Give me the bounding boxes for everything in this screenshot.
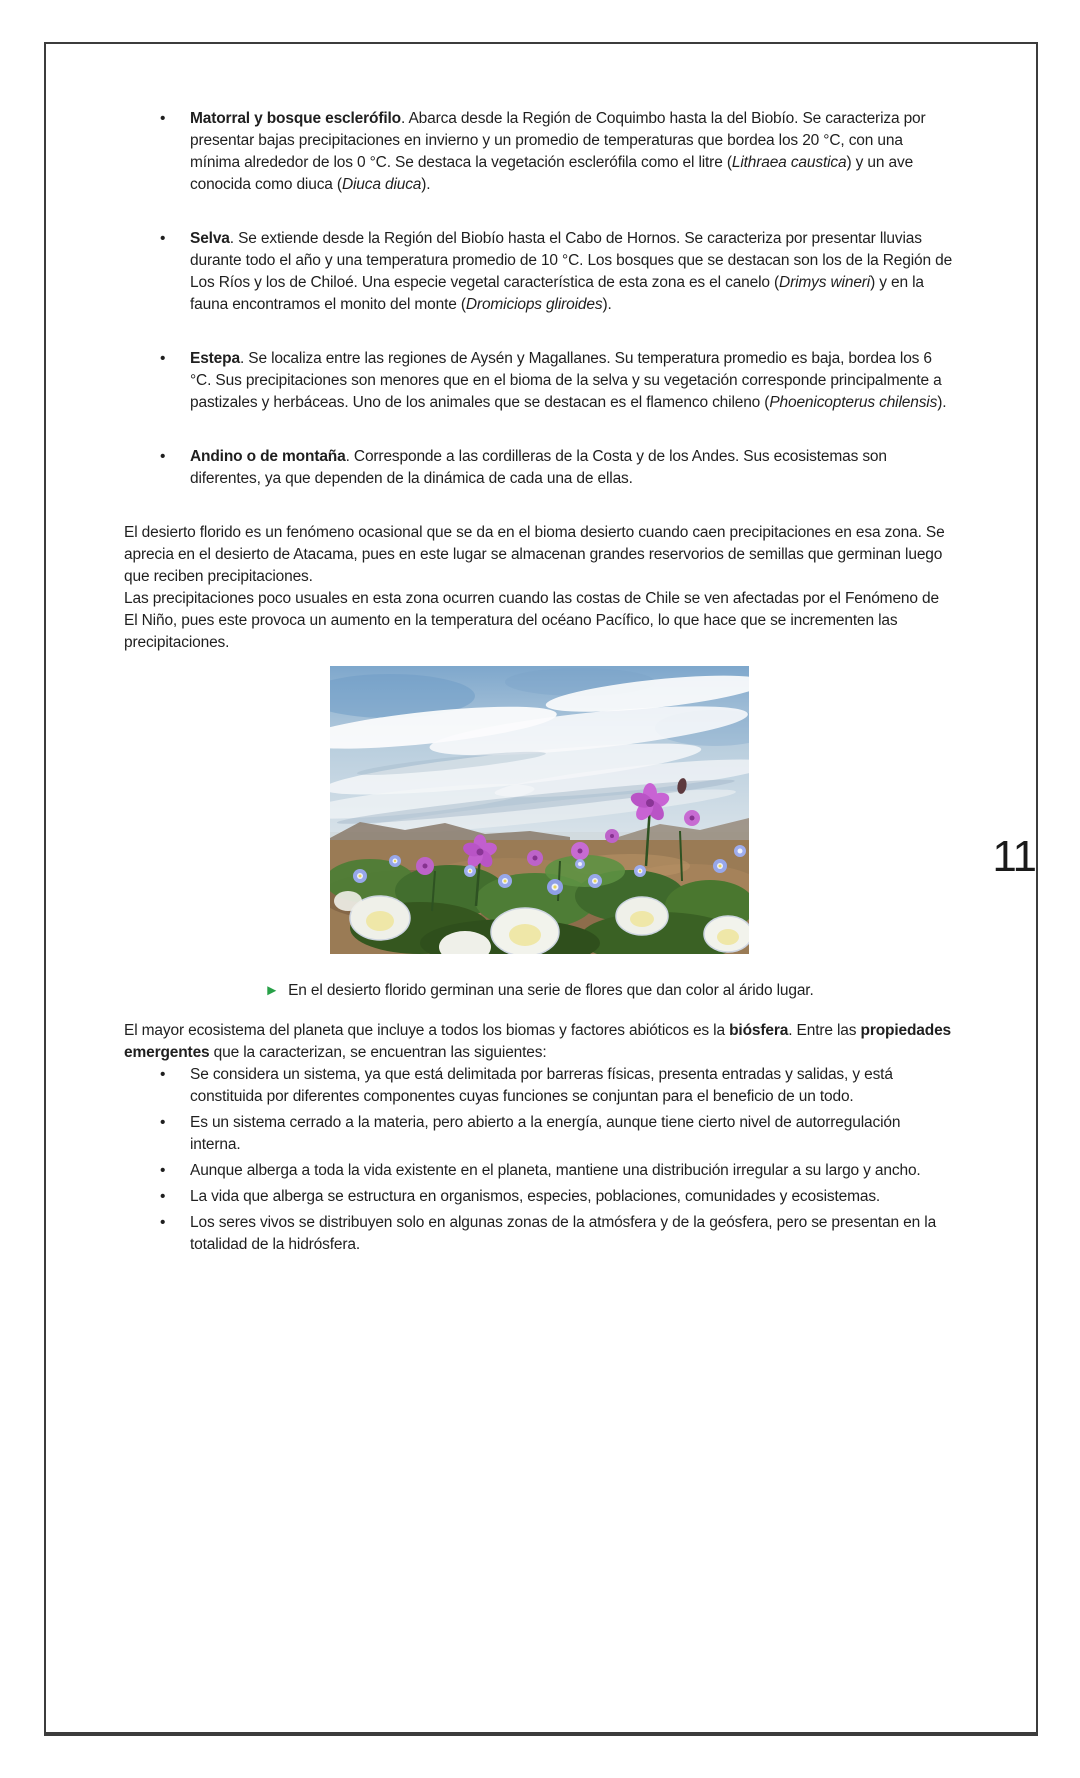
desert-bloom-photo [330, 666, 749, 954]
paragraph-biosfera-intro [124, 1020, 954, 1064]
biosfera-property-text: Es un sistema cerrado a la materia, pero abierto a la energía, aunque tiene cierto nivel de autorregulación interna. [190, 1114, 901, 1153]
intro-text: El mayor ecosistema del planeta que incluye a todos los biomas y factores abióticos es la [124, 1022, 730, 1039]
intro-text: . Entre las [788, 1022, 861, 1039]
biome-title: Matorral y bosque esclerófilo [190, 110, 401, 127]
paragraph-desierto-florido: El desierto florido es un fenómeno ocasional que se da en el bioma desierto cuando caen precipitaciones en esa zona. Se aprecia en el desierto de Atacama, pues en este lugar se almacenan grandes reservorios de semillas que germinan luego que reciben precipitaciones. [124, 524, 945, 585]
bullet-marker: • [160, 110, 166, 127]
biosfera-property-item [124, 1160, 954, 1182]
biosfera-property-item [124, 1212, 954, 1256]
biome-item-andino [124, 446, 954, 490]
bullet-marker: • [160, 1066, 166, 1083]
biosfera-property-text: Los seres vivos se distribuyen solo en algunas zonas de la atmósfera y de la geósfera, pero se presentan en la totalidad de la hidrósfera. [190, 1214, 937, 1253]
bullet-marker: • [160, 230, 166, 247]
desert-bloom-illustration [330, 666, 749, 954]
biosfera-property-text: Se considera un sistema, ya que está delimitada por barreras físicas, presenta entradas y salidas, y está constituida por diferentes componentes cuyas funciones se conjuntan para el beneficio de un todo. [190, 1066, 893, 1105]
biosfera-property-item [124, 1064, 954, 1108]
biome-title: Estepa [190, 350, 240, 367]
intro-text: que la caracterizan, se encuentran las siguientes: [209, 1044, 547, 1061]
biosfera-properties-list [124, 1064, 954, 1256]
biome-item-selva [124, 228, 954, 316]
bullet-marker: • [160, 1214, 166, 1231]
biome-text: ). [937, 394, 947, 411]
biosfera-property-text: Aunque alberga a toda la vida existente en el planeta, mantiene una distribución irregular a su largo y ancho. [190, 1162, 921, 1179]
species-name-italic: Lithraea caustica [731, 154, 847, 171]
biome-text: ). [421, 176, 431, 193]
figure-caption-text: En el desierto florido germinan una serie de flores que dan color al árido lugar. [288, 982, 814, 999]
bullet-marker: • [160, 1188, 166, 1205]
biome-title: Andino o de montaña [190, 448, 346, 465]
biosfera-property-item [124, 1186, 954, 1208]
species-name-italic: Phoenicopterus chilensis [769, 394, 938, 411]
species-name-italic: Diuca diuca [341, 176, 422, 193]
biome-text: . Se extiende desde la Región del Biobío hasta el Cabo de Hornos. Se caracteriza por presentar lluvias durante todo el año y una temperatura promedio de 10 °C. Los bosques que se destacan son los de la Región de Los Ríos y los de Chiloé. Una especie vegetal característica de esta zona es el canelo ( [190, 230, 953, 291]
bullet-marker: • [160, 448, 166, 465]
paragraph-el-nino: Las precipitaciones poco usuales en esta zona ocurren cuando las costas de Chile se ven afectadas por el Fenómeno de El Niño, pues este provoca un aumento en la temperatura del océano Pacífico, lo que hace que se incrementen las precipitaciones. [124, 590, 939, 651]
desierto-florido-section [124, 522, 954, 654]
biome-text: . Corresponde a las cordilleras de la Costa y de los Andes. Sus ecosistemas son diferentes, ya que dependen de la dinámica de cada una de ellas. [190, 448, 887, 487]
bullet-marker: • [160, 1114, 166, 1131]
biome-item-matorral [124, 108, 954, 196]
species-name-italic: Drimys wineri [779, 274, 871, 291]
biome-text: ) y un ave conocida como diuca ( [190, 154, 914, 193]
page-number: 11 [992, 832, 1036, 881]
figure-caption [124, 980, 954, 1002]
biomes-list [124, 108, 954, 490]
caption-arrow-icon: ► [264, 982, 280, 999]
biome-text: ) y en la fauna encontramos el monito del monte ( [190, 274, 924, 313]
biosfera-property-item [124, 1112, 954, 1156]
species-name-italic: Dromiciops gliroides [465, 296, 603, 313]
biome-title: Selva [190, 230, 230, 247]
bullet-marker: • [160, 1162, 166, 1179]
document-content [124, 108, 954, 1260]
bold-biosfera: biósfera [729, 1022, 789, 1039]
bold-propiedades-emergentes: propiedades emergentes [124, 1022, 952, 1061]
biome-text: . Se localiza entre las regiones de Aysén y Magallanes. Su temperatura promedio es baja, bordea los 6 °C. Sus precipitaciones son menores que en el bioma de la selva y su vegetación corresponde principalmente a pastizales y herbáceas. Uno de los animales que se destacan es el flamenco chileno ( [190, 350, 942, 411]
biome-text: . Abarca desde la Región de Coquimbo hasta la del Biobío. Se caracteriza por presentar bajas precipitaciones en invierno y un promedio de temperaturas que bordea los 20 °C, con una mínima alrededor de los 0 °C. Se destaca la vegetación esclerófila como el litre ( [190, 110, 926, 171]
biosfera-property-text: La vida que alberga se estructura en organismos, especies, poblaciones, comunidades y ecosistemas. [190, 1188, 881, 1205]
biome-text: ). [602, 296, 612, 313]
bullet-marker: • [160, 350, 166, 367]
biome-item-estepa [124, 348, 954, 414]
